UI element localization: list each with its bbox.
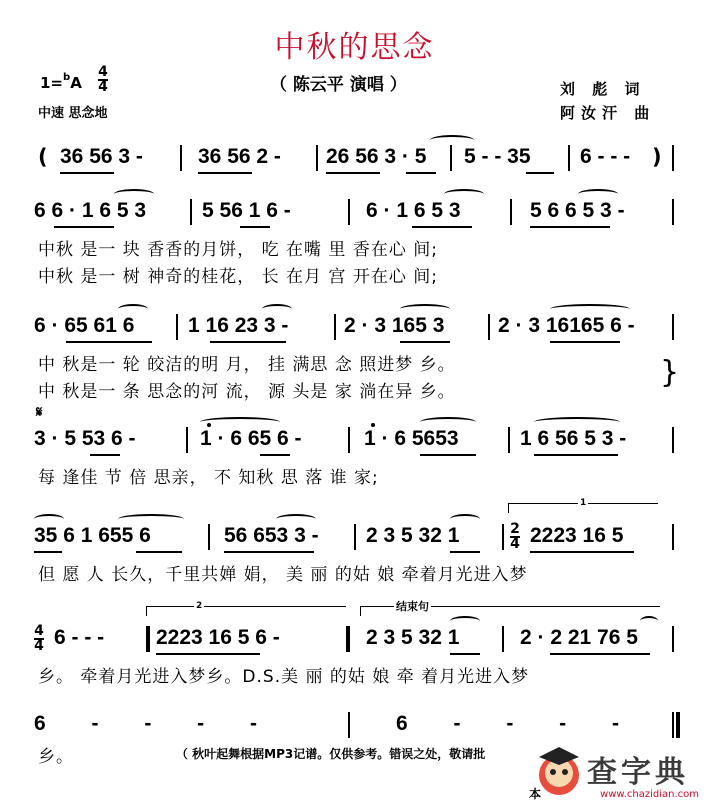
watermark-url: www.chazidian.com bbox=[600, 789, 699, 800]
lyric-line: 每 逢佳 节 倍 思亲， 不 知秋 思 落 谁 家; bbox=[38, 468, 379, 488]
barline bbox=[672, 712, 674, 738]
measure: 6 - - - - bbox=[34, 712, 277, 735]
measure: 2 · 3 16165 6 - bbox=[498, 314, 635, 337]
slur-arc bbox=[400, 304, 450, 314]
underline bbox=[530, 226, 610, 228]
slur-arc bbox=[444, 189, 484, 199]
barline bbox=[488, 314, 490, 340]
underline bbox=[550, 653, 650, 655]
measure: 2 · 3 165 3 bbox=[344, 314, 445, 337]
measure: 5 - - 35 bbox=[464, 145, 531, 168]
underline bbox=[156, 653, 260, 655]
slur-arc bbox=[114, 189, 154, 199]
underline bbox=[420, 454, 476, 456]
close-paren: ) bbox=[652, 145, 662, 169]
underline bbox=[534, 454, 618, 456]
staff-row-4 bbox=[30, 425, 680, 453]
barline bbox=[354, 524, 356, 550]
lyric-line: 中秋 是一 块 香香的月饼， 吃 在嘴 里 香在心 间; bbox=[38, 240, 438, 260]
measure: 6 - - - - bbox=[396, 712, 639, 735]
staff-row-3 bbox=[30, 312, 680, 340]
ts-top: 4 bbox=[34, 623, 44, 639]
inner-time-signature bbox=[510, 523, 520, 551]
underline bbox=[90, 454, 120, 456]
slur-arc bbox=[534, 417, 620, 427]
slur-arc bbox=[276, 514, 316, 524]
barline bbox=[672, 626, 674, 652]
barline bbox=[672, 145, 674, 171]
underline bbox=[406, 172, 436, 174]
volta-number: 2 bbox=[196, 601, 203, 611]
ending-label: 结束句 bbox=[396, 600, 429, 613]
slur-arc bbox=[578, 189, 618, 199]
time-sig-bottom: 4 bbox=[98, 79, 108, 95]
measure: 2 3 5 32 1 bbox=[366, 524, 460, 547]
barline bbox=[348, 427, 350, 453]
measure: 35 6 1 655 6 bbox=[34, 524, 151, 547]
repeat-barline bbox=[346, 626, 350, 652]
slur-arc bbox=[262, 304, 292, 314]
underline bbox=[224, 551, 314, 553]
measure: 6 · 1 6 5 3 bbox=[366, 199, 461, 222]
underline bbox=[66, 341, 152, 343]
composer-credit: 阿汝汗 曲 bbox=[560, 104, 656, 122]
underline bbox=[198, 172, 252, 174]
barline bbox=[502, 524, 504, 550]
lyric-line: 但 愿 人 长久，千里共婵 娟， 美 丽 的姑 娘 牵着月光进入梦 bbox=[38, 565, 528, 585]
volta-number: 1 bbox=[580, 498, 587, 508]
barline bbox=[176, 314, 178, 340]
ts-bottom: 4 bbox=[510, 536, 520, 552]
underline bbox=[326, 172, 380, 174]
staff-row-5 bbox=[30, 522, 680, 550]
measure: 2223 16 5 6 - bbox=[156, 626, 280, 649]
lyric-line: 中 秋是一 条 思念的河 流， 源 头是 家 淌在异 乡。 bbox=[38, 382, 456, 402]
staff-row-2 bbox=[30, 197, 680, 225]
octave-dot bbox=[371, 423, 375, 427]
measure: 1 · 6 5653 bbox=[364, 427, 459, 450]
segno-icon: 𝄋 bbox=[36, 403, 43, 421]
flat-icon: b bbox=[63, 72, 71, 83]
underline bbox=[400, 341, 450, 343]
measure: 3 · 5 53 6 - bbox=[34, 427, 136, 450]
barline bbox=[180, 145, 182, 171]
underline bbox=[450, 551, 480, 553]
time-signature bbox=[98, 66, 108, 94]
barline bbox=[672, 199, 674, 225]
singer-credit: （ 陈云平 演唱 ） bbox=[270, 75, 407, 95]
underline bbox=[550, 341, 620, 343]
underline bbox=[54, 226, 114, 228]
lyric-line: 乡。 bbox=[38, 747, 74, 767]
ts-bottom: 4 bbox=[34, 638, 44, 654]
measure: 36 56 3 - bbox=[60, 145, 143, 168]
underline bbox=[526, 172, 554, 174]
measure: 1 16 23 3 - bbox=[188, 314, 289, 337]
measure: 6 6 · 1 6 5 3 bbox=[34, 199, 147, 222]
song-title: 中秋的思念 bbox=[274, 30, 435, 65]
slur-arc bbox=[550, 304, 630, 314]
underline bbox=[136, 551, 182, 553]
final-barline bbox=[676, 712, 680, 738]
measure: 6 - - - bbox=[54, 626, 105, 649]
lyricist-credit: 刘 彪 词 bbox=[560, 80, 646, 98]
barline bbox=[450, 145, 452, 171]
measure: 56 653 3 - bbox=[224, 524, 319, 547]
barline bbox=[208, 524, 210, 550]
underline bbox=[412, 226, 472, 228]
barline bbox=[334, 314, 336, 340]
transcription-note: （ 秋叶起舞根据MP3记谱。仅供参考。错误之处，敬请批 bbox=[176, 747, 486, 761]
lyric-line: 乡。 牵着月光进入梦乡。D.S.美 丽 的姑 娘 牵 着月光进入梦 bbox=[38, 667, 530, 687]
measure: 36 56 2 - bbox=[198, 145, 281, 168]
slur-arc bbox=[118, 514, 184, 524]
underline bbox=[240, 226, 270, 228]
slur-arc bbox=[34, 514, 64, 524]
barline bbox=[348, 712, 350, 738]
repeat-barline bbox=[146, 626, 150, 652]
staff-row-6 bbox=[30, 624, 680, 652]
ts-top: 2 bbox=[510, 521, 520, 537]
measure: 26 56 3 · 5 bbox=[326, 145, 427, 168]
underline bbox=[450, 653, 480, 655]
slur-arc bbox=[450, 616, 480, 626]
staff-row-1 bbox=[30, 143, 680, 171]
slur-arc bbox=[200, 417, 280, 427]
open-paren: ( bbox=[38, 145, 48, 169]
measure: 2 · 2 21 76 5 bbox=[520, 626, 638, 649]
measure: 1 · 6 65 6 - bbox=[200, 427, 302, 450]
time-sig-top: 4 bbox=[98, 64, 108, 80]
barline bbox=[186, 427, 188, 453]
barline bbox=[348, 199, 350, 225]
slur-arc bbox=[420, 417, 476, 427]
underline bbox=[260, 454, 290, 456]
barline bbox=[672, 524, 674, 550]
site-watermark bbox=[509, 737, 709, 807]
underline bbox=[60, 172, 114, 174]
barline bbox=[510, 199, 512, 225]
footer-end-text: 本 bbox=[529, 787, 542, 801]
measure: 5 6 6 5 3 - bbox=[530, 199, 625, 222]
barline bbox=[502, 626, 504, 652]
slur-arc bbox=[118, 304, 148, 314]
measure: 2223 16 5 bbox=[530, 524, 624, 547]
repeat-brace: } bbox=[660, 355, 680, 390]
staff-row-7 bbox=[30, 710, 680, 738]
measure: 5 56 1 6 - bbox=[202, 199, 291, 222]
measure: 1 6 56 5 3 - bbox=[520, 427, 627, 450]
volta-bracket-2 bbox=[146, 606, 346, 616]
slur-arc bbox=[640, 616, 658, 626]
barline bbox=[316, 145, 318, 171]
barline bbox=[508, 427, 510, 453]
key-note: A bbox=[70, 74, 82, 92]
watermark-text: 查字典 bbox=[587, 755, 689, 790]
slur-arc bbox=[430, 135, 474, 145]
key-signature bbox=[40, 72, 82, 92]
lyric-line: 中秋 是一 树 神奇的桂花， 长 在月 宫 开在心 间; bbox=[38, 267, 438, 287]
underline bbox=[530, 551, 634, 553]
tempo-marking: 中速 思念地 bbox=[38, 106, 108, 121]
measure: 6 - - - bbox=[580, 145, 631, 168]
underline bbox=[34, 551, 62, 553]
barline bbox=[568, 145, 570, 171]
barline bbox=[672, 427, 674, 453]
lyric-line: 中 秋是一 轮 皎洁的明 月， 挂 满思 念 照进梦 乡。 bbox=[38, 355, 456, 375]
barline bbox=[672, 314, 674, 340]
key-prefix: 1= bbox=[40, 74, 64, 92]
measure: 6 · 65 61 6 bbox=[34, 314, 135, 337]
barline bbox=[190, 199, 192, 225]
underline bbox=[210, 341, 286, 343]
inner-time-signature bbox=[34, 625, 44, 653]
slur-arc bbox=[450, 514, 480, 524]
measure: 2 3 5 32 1 bbox=[366, 626, 460, 649]
